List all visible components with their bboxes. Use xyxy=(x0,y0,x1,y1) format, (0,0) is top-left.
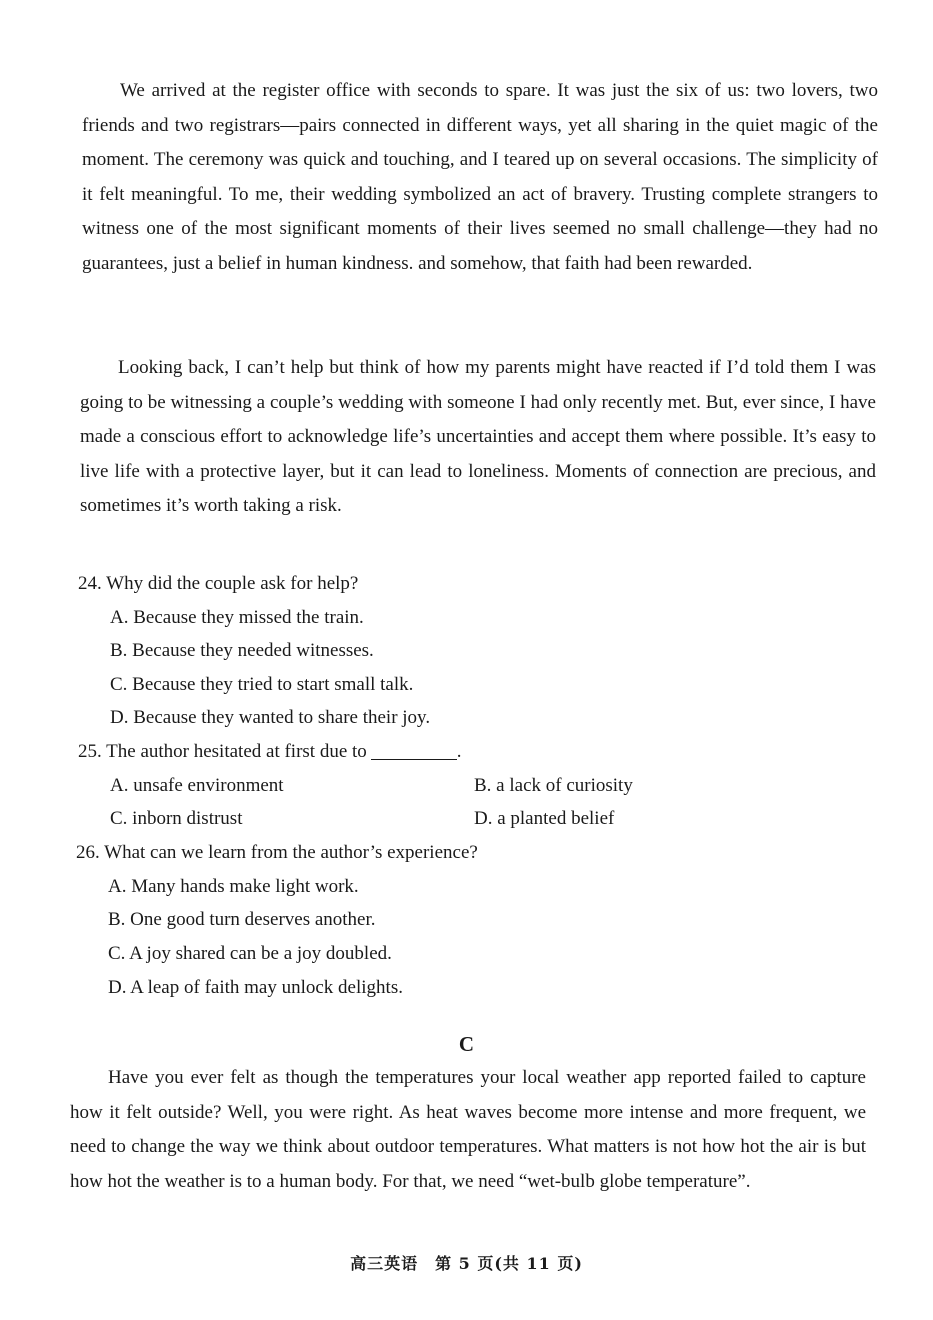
question-25-stem-line xyxy=(78,739,462,765)
question-26-option-a[interactable]: A. Many hands make light work. xyxy=(108,876,359,897)
question-25-option-a[interactable]: A. unsafe environment xyxy=(110,775,284,796)
question-25-option-c[interactable]: C. inborn distrust xyxy=(110,808,243,829)
question-24-option-b[interactable]: B. Because they needed witnesses. xyxy=(110,640,374,661)
question-25-stem: 25. The author hesitated at first due to xyxy=(78,741,367,762)
section-title: C xyxy=(458,1032,475,1056)
answer-blank xyxy=(371,741,457,760)
passage-b-paragraph-1: We arrived at the register office with seconds to spare. It was just the six of us: two lovers, two friends and two registrars—pairs connected in different ways, yet all sharing in the quiet magic of the moment. The ceremony was quick and touching, and I teared up on several occasions. The simplicity of it felt meaningful. To me, their wedding symbolized an act of bravery. Trusting complete strangers to witness one of the most significant moments of their lives seemed no small challenge—they had no guarantees, just a belief in human kindness. and somehow, that faith had been rewarded. xyxy=(82,80,878,274)
question-26-option-b[interactable]: B. One good turn deserves another. xyxy=(108,909,376,930)
page-footer: 高三英语 第 5 页(共 11 页) xyxy=(350,1254,583,1273)
question-25-option-d[interactable]: D. a planted belief xyxy=(474,808,615,829)
question-24-option-c[interactable]: C. Because they tried to start small talk. xyxy=(110,674,414,695)
question-24-option-a[interactable]: A. Because they missed the train. xyxy=(110,607,364,628)
question-25-stem-end: . xyxy=(456,741,462,762)
question-26-option-d[interactable]: D. A leap of faith may unlock delights. xyxy=(108,977,403,998)
passage-b-paragraph-2: Looking back, I can’t help but think of how my parents might have reacted if I’d told them I was going to be witnessing a couple’s wedding with someone I had only recently met. But, ever since, I have made a conscious effort to acknowledge life’s uncertainties and accept them where possible. It’s easy to live life with a protective layer, but it can lead to loneliness. Moments of connection are precious, and sometimes it’s worth taking a risk. xyxy=(80,357,876,516)
question-24-option-d[interactable]: D. Because they wanted to share their joy. xyxy=(110,707,431,728)
question-26-option-c[interactable]: C. A joy shared can be a joy doubled. xyxy=(108,943,392,964)
passage-c-paragraph-1: Have you ever felt as though the temperatures your local weather app reported failed to capture how it felt outside? Well, you were right. As heat waves become more intense and more frequent, we need to change the way we think about outdoor temperatures. What matters is not how hot the air is but how hot the weather is to a human body. For that, we need “wet-bulb globe temperature”. xyxy=(70,1067,866,1192)
question-24-stem: 24. Why did the couple ask for help? xyxy=(78,573,359,594)
question-26-stem: 26. What can we learn from the author’s experience? xyxy=(76,842,478,863)
question-25-option-b[interactable]: B. a lack of curiosity xyxy=(474,775,633,796)
